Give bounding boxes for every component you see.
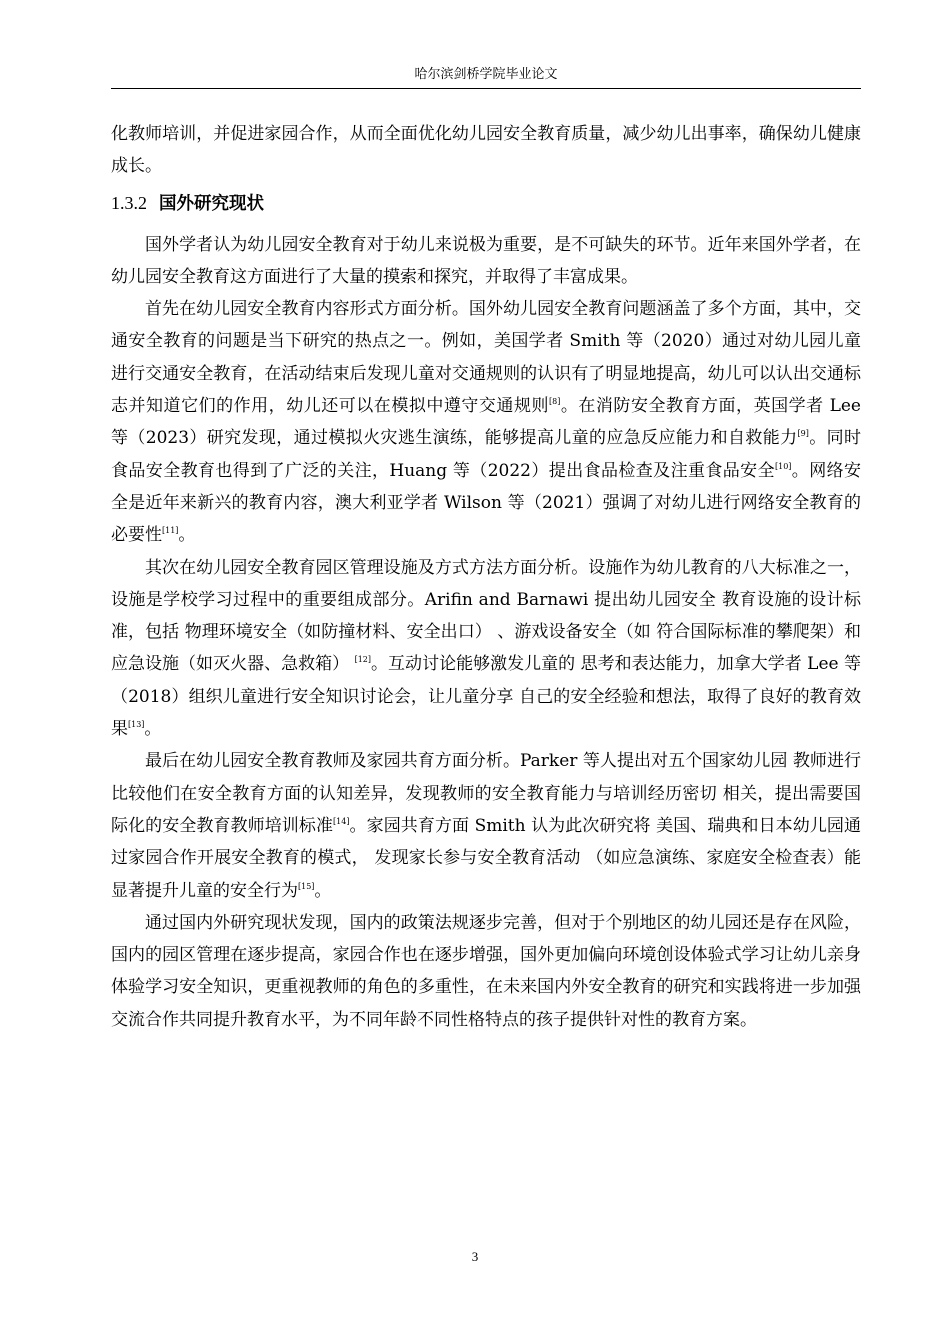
section-number: 1.3.2 <box>111 192 147 213</box>
citation: [8] <box>549 397 561 407</box>
running-header: 哈尔滨剑桥学院毕业论文 <box>414 67 558 82</box>
document-body <box>111 118 861 1036</box>
citation: [13] <box>128 720 145 730</box>
section-heading <box>111 184 861 223</box>
citation: [11] <box>162 526 179 536</box>
paragraph-content-forms: 首先在幼儿园安全教育内容形式方面分析。国外幼儿园安全教育问题涵盖了多个方面，其中，交通安全教育的问题是当下研究的热点之一。例如，美国学者 Smith 等（2020）通过对幼儿园儿童进行交通安全教育，在活动结束后发现儿童对交通规则的认识有了明显地提高，幼儿可以认出交通标志并知道它们的作用，幼儿还可以在模拟中遵守交通规则[8]。在消防安全教育方面，英国学者 Lee 等（2023）研究发现，通过模拟火灾逃生演练，能够提高儿童的应急反应能力和自救能力[9]。同时食品安全教育也得到了广泛的关注，Huang 等（2022）提出食品检查及注重食品安全[10]。网络安全是近年来新兴的教育内容，澳大利亚学者 Wilson 等（2021）强调了对幼儿进行网络安全教育的必要性[11]。 <box>111 299 862 546</box>
page-number: 3 <box>471 1249 479 1264</box>
continuation-paragraph: 化教师培训，并促进家园合作，从而全面优化幼儿园安全教育质量，减少幼儿出事率，确保幼儿健康成长。 <box>111 124 861 177</box>
paragraph-intro: 国外学者认为幼儿园安全教育对于幼儿来说极为重要，是不可缺失的环节。近年来国外学者，在幼儿园安全教育这方面进行了大量的摸索和探究，并取得了丰富成果。 <box>111 234 861 287</box>
paragraph-facilities: 其次在幼儿园安全教育园区管理设施及方式方法方面分析。设施作为幼儿教育的八大标准之一，设施是学校学习过程中的重要组成部分。Arifin and Barnawi 提出幼儿园安全 教育设施的设计标准，包括 物理环境安全（如防撞材料、安全出口） 、游戏设备安全（如 符合国际标准的攀爬架）和 应急设施（如灭火器、急救箱） [12]。互动讨论能够激发儿童的 思考和表达能力，加拿大学者 Lee 等（2018）组织儿童进行安全知识讨论会，让儿童分享 自己的安全经验和想法，取得了良好的教育效果[13]。 <box>111 557 861 740</box>
section-title: 国外研究现状 <box>159 193 264 214</box>
citation: [10] <box>774 461 792 471</box>
citation: [12] <box>354 655 372 665</box>
paragraph-teachers: 最后在幼儿园安全教育教师及家园共育方面分析。Parker 等人提出对五个国家幼儿园 教师进行比较他们在安全教育方面的认知差异，发现教师的安全教育能力与培训经历密切 相关，提出需要国际化的安全教育教师培训标准[14]。家园共育方面 Smith 认为此次研究将 美国、瑞典和日本幼儿园通过家园合作开展安全教育的模式， 发现家长参与安全教育活动 （如应急演练、家庭安全检查表）能显著提升儿童的安全行为[15]。 <box>111 751 861 901</box>
citation: [15] <box>298 881 315 891</box>
citation: [9] <box>797 429 809 439</box>
citation: [14] <box>333 816 350 826</box>
paragraph-conclusion: 通过国内外研究现状发现，国内的政策法规逐步完善，但对于个别地区的幼儿园还是存在风险，国内的园区管理在逐步提高，家园合作也在逐步增强，国外更加偏向环境创设体验式学习让幼儿亲身体验学习安全知识，更重视教师的角色的多重性，在未来国内外安全教育的研究和实践将进一步加强交流合作共同提升教育水平，为不同年龄不同性格特点的孩子提供针对性的教育方案。 <box>111 912 861 1030</box>
header-rule <box>111 88 861 89</box>
